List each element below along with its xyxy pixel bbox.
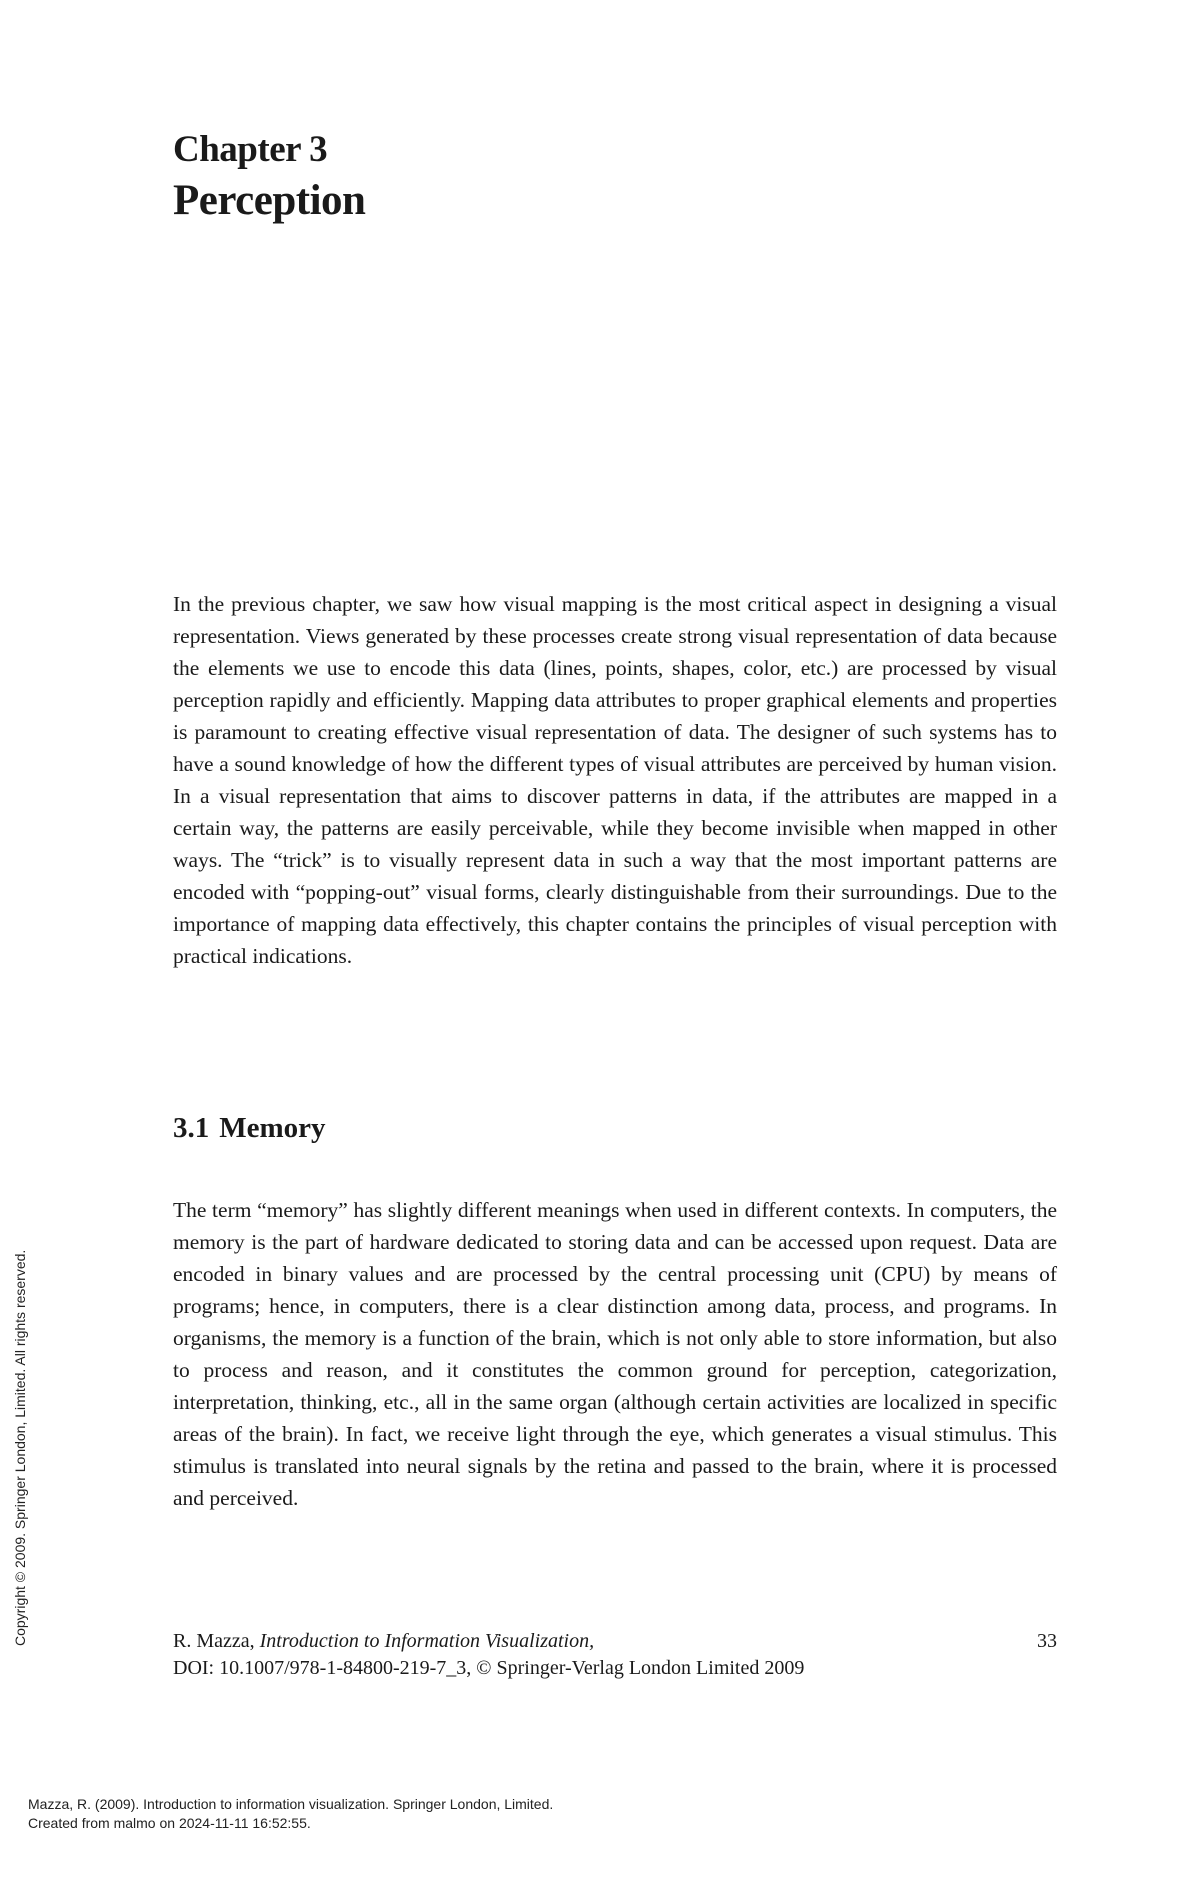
bottom-citation <box>28 1795 553 1833</box>
memory-paragraph: The term “memory” has slightly different meanings when used in different contexts. In computers, the memory is the part of hardware dedicated to storing data and can be accessed upon request. Data are encoded in binary values and are processed by the central processing unit (CPU) by means of programs; hence, in computers, there is a clear distinction among data, process, and programs. In organisms, the memory is a function of the brain, which is not only able to store information, but also to process and reason, and it constitutes the common ground for perception, categorization, interpretation, thinking, etc., all in the same organ (although certain activities are localized in specific areas of the brain). In fact, we receive light through the eye, which generates a visual stimulus. This stimulus is translated into neural signals by the retina and passed to the brain, where it is processed and perceived. <box>173 1198 1057 1510</box>
page-footer <box>173 1628 1057 1682</box>
created-line: Created from malmo on 2024-11-11 16:52:55. <box>28 1815 311 1831</box>
section-number: 3.1 <box>173 1112 210 1144</box>
page-number: 33 <box>1037 1630 1057 1652</box>
section-title: Memory <box>219 1112 326 1144</box>
footer-doi: DOI: 10.1007/978-1-84800-219-7_3, © Springer-Verlag London Limited 2009 <box>173 1657 805 1679</box>
chapter-label: Chapter 3 <box>173 129 328 170</box>
intro-paragraph: In the previous chapter, we saw how visual mapping is the most critical aspect in designing a visual representation. Views generated by these processes create strong visual representation of data because the elements we use to encode this data (lines, points, shapes, color, etc.) are processed by visual perception rapidly and efficiently. Mapping data attributes to proper graphical elements and properties is paramount to creating effective visual representation of data. The designer of such systems has to have a sound knowledge of how the different types of visual attributes are perceived by human vision. In a visual representation that aims to discover patterns in data, if the attributes are mapped in a certain way, the patterns are easily perceivable, while they become invisible when mapped in other ways. The “trick” is to visually represent data in such a way that the most important patterns are encoded with “popping-out” visual forms, clearly distinguishable from their surroundings. Due to the importance of mapping data effectively, this chapter contains the principles of visual perception with practical indications. <box>173 592 1057 968</box>
footer-book-title: Introduction to Information Visualization, <box>259 1630 595 1652</box>
chapter-title: Perception <box>173 177 366 224</box>
section-heading <box>173 1112 326 1145</box>
footer-author: R. Mazza, <box>173 1630 255 1652</box>
citation-line: Mazza, R. (2009). Introduction to information visualization. Springer London, Limited. <box>28 1796 554 1812</box>
side-copyright-notice: Copyright © 2009. Springer London, Limited. All rights reserved. <box>12 1249 28 1646</box>
